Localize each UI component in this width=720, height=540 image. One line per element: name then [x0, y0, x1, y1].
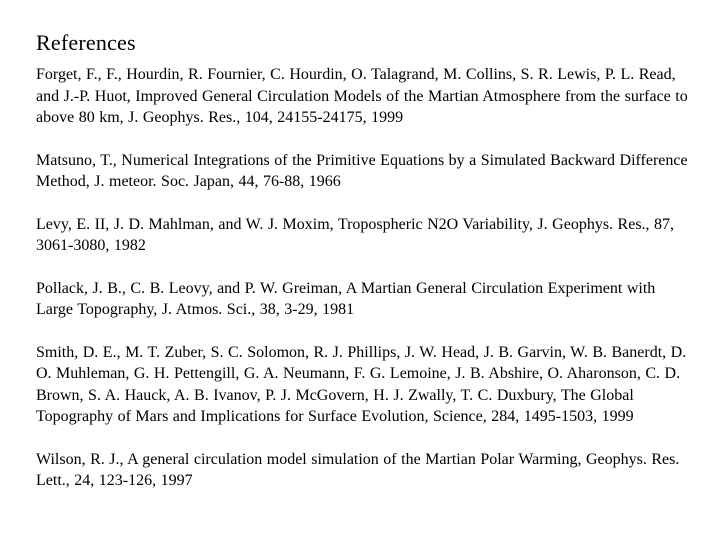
- reference-entry: Forget, F., F., Hourdin, R. Fournier, C. Hourdin, O. Talagrand, M. Collins, S. R. Lewis, P. L. Read, and J.-P. Huot, Improved General Circulation Models of the Martian Atmosphere from the surface to above 80 km, J. Geophys. Res., 104, 24155-24175, 1999: [36, 66, 688, 127]
- reference-entry: Smith, D. E., M. T. Zuber, S. C. Solomon, R. J. Phillips, J. W. Head, J. B. Garvin, W. B. Banerdt, D. O. Muhleman, G. H. Pettengill, G. A. Neumann, F. G. Lemoine, J. B. Abshire, O. Aharonson, C. D. Brown, S. A. Hauck, A. B. Ivanov, P. J. McGovern, H. J. Zwally, T. C. Duxbury, The Global Topography of Mars and Implications for Surface Evolution, Science, 284, 1495-1503, 1999: [36, 343, 687, 426]
- page-title: References: [36, 30, 136, 55]
- reference-entry: Pollack, J. B., C. B. Leovy, and P. W. Greiman, A Martian General Circulation Experiment with Large Topography, J. Atmos. Sci., 38, 3-29, 1981: [36, 279, 656, 319]
- reference-entry: Wilson, R. J., A general circulation model simulation of the Martian Polar Warming, Geophys. Res. Lett., 24, 123-126, 1997: [36, 450, 680, 490]
- reference-list: [36, 64, 694, 492]
- reference-entry: Matsuno, T., Numerical Integrations of the Primitive Equations by a Simulated Backward Difference Method, J. meteor. Soc. Japan, 44, 76-88, 1966: [36, 151, 688, 191]
- reference-entry: Levy, E. II, J. D. Mahlman, and W. J. Moxim, Tropospheric N2O Variability, J. Geophys. Res., 87, 3061-3080, 1982: [36, 215, 675, 255]
